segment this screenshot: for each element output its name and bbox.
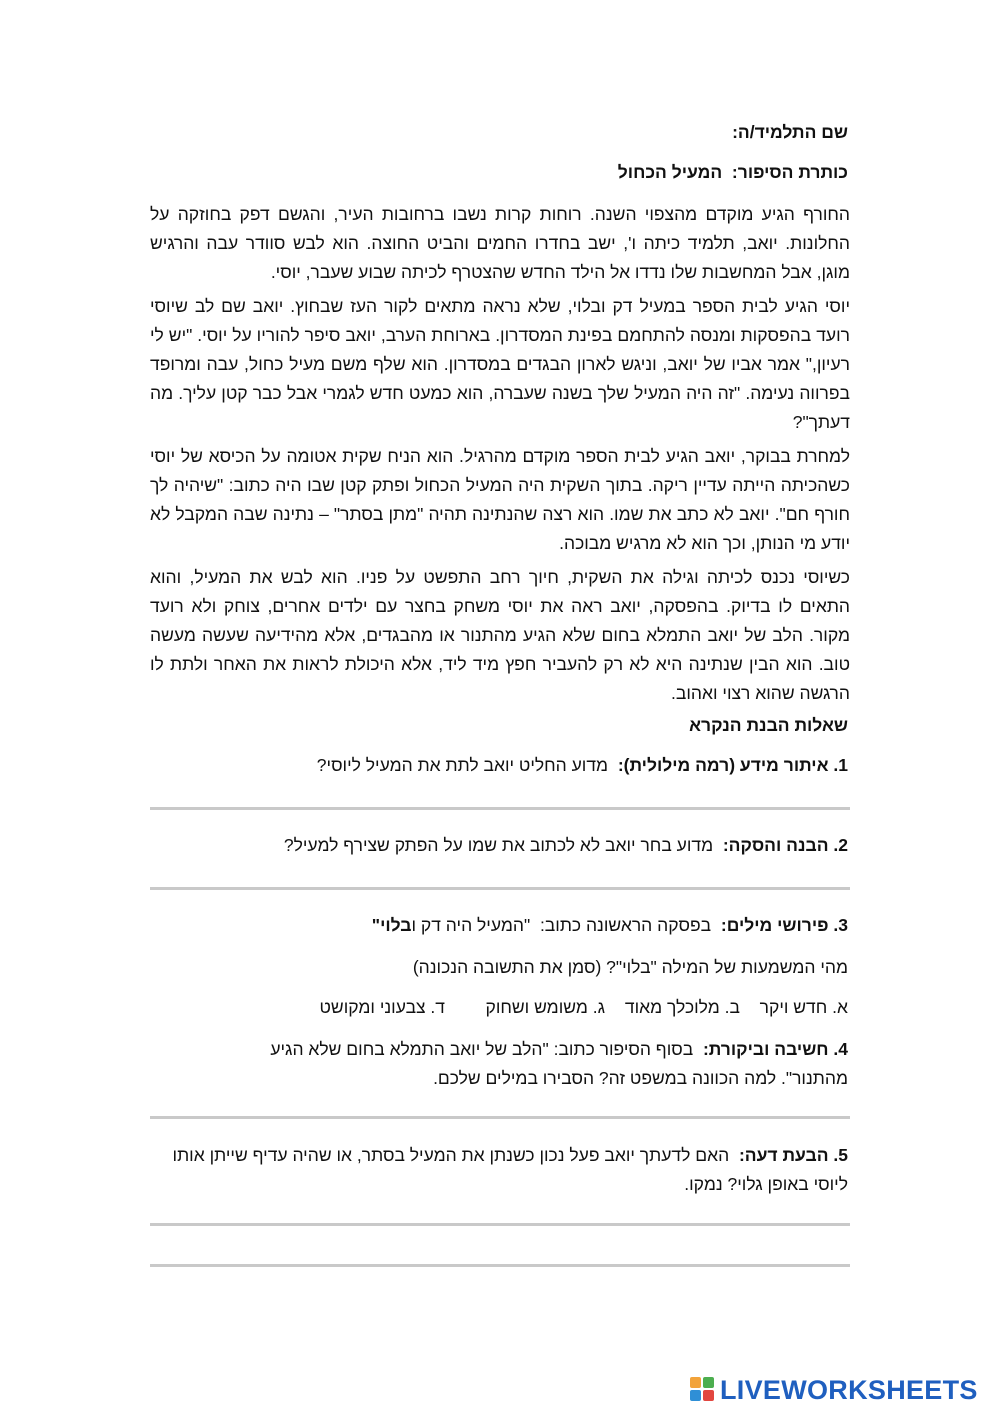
question-3-options — [148, 993, 848, 1022]
option-d[interactable]: ד. צבעוני ומקושט — [319, 997, 445, 1017]
option-c[interactable]: ג. משומש ושחוק — [485, 997, 605, 1017]
questions-heading: שאלות הבנת הנקרא — [689, 715, 848, 735]
question-1-text: מדוע החליט יואב לתת את המעיל ליוסי? — [316, 755, 609, 775]
answer-line-1[interactable] — [150, 807, 850, 810]
question-1 — [148, 751, 848, 780]
question-3-quote — [372, 915, 530, 935]
student-name-label: שם התלמיד/ה: — [732, 122, 848, 142]
question-3-label: 3. פירושי מילים: — [720, 915, 848, 935]
answer-line-5b[interactable] — [150, 1264, 850, 1267]
logo-blocks-icon — [690, 1377, 716, 1403]
liveworksheets-logo — [690, 1374, 990, 1406]
story-paragraph-3: למחרת בבוקר, יואב הגיע לבית הספר מוקדם מהרגיל. הוא הניח שקית אטומה על הכיסא של יוסי כשהכיתה הייתה עדיין ריקה. בתוך השקית היה המעיל הכחול ופתק קטן שבו היה כתוב: "שיהיה לך חורף חם". יואב לא כתב את שמו. הוא רצה שהנתינה תהיה "מתן בסתר" – נתינה שבה המקבל לא יודע מי הנותן, וכך הוא לא מרגיש מבוכה. — [150, 446, 850, 553]
story-title-label: כותרת הסיפור: — [731, 162, 848, 182]
question-5 — [148, 1141, 848, 1199]
question-5-text: האם לדעתך יואב פעל נכון כשנתן את המעיל בסתר, או שהיה עדיף שייתן אותו ליוסי באופן גלוי? נמקו. — [172, 1145, 848, 1194]
question-1-label: 1. איתור מידע (רמה מילולית): — [617, 755, 848, 775]
story-paragraph-4: כשיוסי נכנס לכיתה וגילה את השקית, חיוך רחב התפשט על פניו. הוא לבש את המעיל, והוא התאים לו בדיוק. בהפסקה, יואב ראה את יוסי משחק בחצר עם ילדים אחרים, צוחק ולא רועד מקור. הלב של יואב התמלא בחום שלא הגיע מהתנור או מהבגדים, אלא מהידיעה שעשה מעשה טוב. הוא הבין שנתינה היא לא רק להעביר חפץ מיד ליד, אלא היכולת לראות את האחר ולתת לו הרגשה שהוא רצוי ואהוב. — [150, 567, 850, 703]
story-paragraph-1: החורף הגיע מוקדם מהצפוי השנה. רוחות קרות נשבו ברחובות העיר, והגשם דפק בחוזקה על החלונות. יואב, תלמיד כיתה ו', ישב בחדרו החמים והביט החוצה. הוא לבש סוודר עבה והרגיש מוגן, אבל המחשבות שלו נדדו אל הילד החדש שהצטרף לכיתה שבוע שעבר, יוסי. — [150, 204, 850, 282]
question-2-label: 2. הבנה והסקה: — [722, 835, 848, 855]
question-5-label: 5. הבעת דעה: — [738, 1145, 848, 1165]
question-3 — [148, 911, 848, 940]
story-title: המעיל הכחול — [617, 162, 723, 182]
story-paragraph-2: יוסי הגיע לבית הספר במעיל דק ובלוי, שלא נראה מתאים לקור העז שבחוץ. יואב שם לב שיוסי רועד בהפסקות ומנסה להתחמם בפינת המסדרון. בארוחת הערב, יואב סיפר להוריו על יוסי. "יש לי רעיון," אמר אביו של יואב, וניגש לארון הבגדים במסדרון. הוא שלף משם מעיל כחול, עבה ומרופד בפרווה נעימה. "זה היה המעיל שלך בשנה שעברה, הוא כמעט חדש לגמרי אבל כבר קטן עליך. מה דעתך"? — [150, 296, 850, 432]
question-4 — [208, 1035, 848, 1093]
question-4-text: בסוף הסיפור כתוב: "הלב של יואב התמלא בחום שלא הגיע מהתנור". למה הכוונה במשפט זה? הסבירו במילים שלכם. — [270, 1039, 848, 1088]
logo-text: LIVEWORKSHEETS — [720, 1374, 978, 1405]
story-title-line — [148, 158, 848, 187]
option-a[interactable]: א. חדש ויקר — [759, 997, 848, 1017]
question-2-text: מדוע בחר יואב לא לכתוב את שמו על הפתק שצירף למעיל? — [283, 835, 714, 855]
question-3-quote-prefix: "המעיל היה דק ו — [411, 915, 531, 935]
answer-line-4[interactable] — [150, 1116, 850, 1119]
question-3-quote-bold: בלוי" — [371, 915, 412, 935]
answer-line-2[interactable] — [150, 887, 850, 890]
question-3-sub: מהי המשמעות של המילה "בלוי"? (סמן את התשובה הנכונה) — [412, 957, 848, 977]
option-b[interactable]: ב. מלוכלך מאוד — [624, 997, 740, 1017]
answer-line-5a[interactable] — [150, 1223, 850, 1226]
question-4-label: 4. חשיבה וביקורת: — [702, 1039, 848, 1059]
question-3-text: בפסקה הראשונה כתוב: — [539, 915, 712, 935]
question-2 — [148, 831, 848, 860]
